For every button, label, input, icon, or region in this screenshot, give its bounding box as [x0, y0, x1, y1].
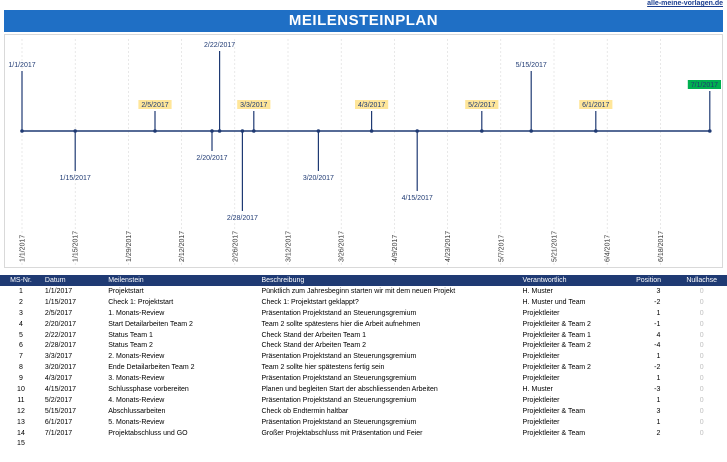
cell-nullachse: 0	[699, 309, 704, 317]
axis-tick-label: 6/4/2017	[604, 234, 612, 262]
cell-beschreibung: Team 2 sollte spätestens hier die Arbeit aufnehmen	[261, 320, 421, 328]
milestone-marker	[480, 129, 484, 133]
milestone-marker	[210, 129, 214, 133]
cell-meilenstein: Check 1: Projektstart	[108, 298, 174, 306]
milestone-label: 5/15/2017	[515, 62, 547, 69]
cell-beschreibung	[258, 438, 519, 449]
table-row	[0, 319, 727, 330]
cell-datum: 3/20/2017	[44, 364, 77, 372]
cell-nullachse: 0	[699, 364, 704, 372]
page-title: MEILENSTEINPLAN	[4, 10, 723, 32]
milestone-table	[0, 275, 727, 449]
cell-verantwortlich: H. Muster	[522, 385, 553, 393]
cell-meilenstein: Start Detailarbeiten Team 2	[108, 320, 193, 328]
table-header-row	[0, 275, 727, 286]
milestone-label: 5/2/2017	[468, 102, 496, 109]
table-body	[0, 286, 727, 449]
cell-beschreibung: Check Stand der Arbeiten Team 2	[261, 342, 366, 350]
cell-datum: 2/20/2017	[44, 320, 77, 328]
cell-datum: 7/1/2017	[44, 429, 73, 437]
cell-meilenstein: Abschlussarbeiten	[108, 407, 166, 415]
cell-beschreibung: Präsentation Projektstand an Steuerungsgremium	[261, 418, 417, 426]
cell-verantwortlich: Projektleiter	[522, 396, 560, 404]
cell-nullachse: 0	[699, 320, 704, 328]
milestone-label: 2/20/2017	[196, 155, 228, 162]
cell-nullachse: 0	[699, 331, 704, 339]
cell-position: 1	[656, 418, 661, 426]
cell-ms-nr: 2	[19, 298, 23, 306]
cell-ms-nr: 10	[17, 385, 25, 393]
cell-beschreibung: Pünktlich zum Jahresbeginn starten wir mit dem neuen Projekt	[261, 287, 456, 295]
cell-ms-nr: 13	[17, 418, 25, 426]
axis-tick-label: 3/12/2017	[285, 230, 293, 262]
axis-tick-label: 5/21/2017	[551, 230, 559, 262]
cell-position: 3	[656, 287, 661, 295]
cell-verantwortlich: Projektleiter	[522, 353, 560, 361]
cell-meilenstein: 5. Monats-Review	[108, 418, 165, 426]
cell-meilenstein: 4. Monats-Review	[108, 396, 165, 404]
milestone-marker	[529, 129, 533, 133]
cell-verantwortlich: H. Muster und Team	[522, 298, 586, 306]
milestone-label: 1/1/2017	[8, 62, 36, 69]
table-row	[0, 406, 727, 417]
cell-datum: 6/1/2017	[44, 418, 73, 426]
milestone-label: 7/1/2017	[690, 82, 719, 89]
cell-ms-nr: 12	[17, 407, 25, 415]
cell-verantwortlich: Projektleiter & Team 1	[522, 331, 591, 339]
cell-ms-nr: 14	[17, 429, 25, 437]
cell-ms-nr: 1	[19, 287, 23, 295]
milestone-label: 2/28/2017	[226, 215, 258, 222]
axis-tick-label: 5/7/2017	[498, 234, 506, 262]
cell-datum: 4/3/2017	[44, 375, 73, 383]
axis-tick-label: 1/15/2017	[72, 230, 80, 262]
table-row	[0, 286, 727, 297]
cell-datum: 1/15/2017	[44, 298, 77, 306]
header-position: Position	[621, 275, 677, 286]
cell-position: 2	[656, 429, 661, 437]
cell-beschreibung: Präsentation Projektstand an Steuerungsgremium	[261, 309, 417, 317]
cell-ms-nr: 9	[19, 375, 23, 383]
cell-meilenstein: Projektstart	[108, 287, 144, 295]
axis-tick-label: 6/18/2017	[657, 230, 665, 262]
table-row	[0, 351, 727, 362]
cell-position	[621, 438, 677, 449]
cell-verantwortlich	[520, 438, 621, 449]
milestone-label: 6/1/2017	[582, 102, 610, 109]
axis-tick-label: 4/9/2017	[391, 234, 399, 262]
milestone-marker	[241, 129, 245, 133]
milestone-marker	[153, 129, 157, 133]
cell-beschreibung: Großer Projektabschluss mit Präsentation und Feier	[261, 429, 423, 437]
cell-position: -3	[654, 385, 661, 393]
axis-tick-label: 2/12/2017	[179, 230, 187, 262]
cell-nullachse: 0	[699, 418, 704, 426]
milestone-marker	[73, 129, 77, 133]
cell-beschreibung: Präsentation Projektstand an Steuerungsgremium	[261, 396, 417, 404]
axis-tick-label: 1/1/2017	[19, 234, 27, 262]
cell-meilenstein: Schlussphase vorbereiten	[108, 385, 189, 393]
cell-verantwortlich: Projektleiter	[522, 418, 560, 426]
milestone-marker	[317, 129, 321, 133]
table-row	[0, 384, 727, 395]
table-row	[0, 438, 727, 449]
cell-datum: 5/15/2017	[44, 407, 77, 415]
cell-position: 1	[656, 309, 661, 317]
cell-ms-nr: 3	[19, 309, 23, 317]
milestone-marker	[20, 129, 24, 133]
table-row	[0, 395, 727, 406]
cell-ms-nr: 11	[17, 396, 25, 404]
cell-verantwortlich: H. Muster	[522, 287, 553, 295]
cell-nullachse: 0	[699, 407, 704, 415]
website-link[interactable]: alle-meine-vorlagen.de	[647, 0, 723, 7]
cell-verantwortlich: Projektleiter & Team	[522, 407, 586, 415]
milestone-label: 4/3/2017	[357, 102, 386, 109]
milestone-label: 4/15/2017	[401, 195, 433, 202]
milestone-marker	[594, 129, 598, 133]
cell-datum: 2/22/2017	[44, 331, 77, 339]
cell-nullachse: 0	[699, 429, 704, 437]
cell-meilenstein: 3. Monats-Review	[108, 375, 165, 383]
milestone-marker	[252, 129, 256, 133]
header-meilenstein: Meilenstein	[105, 275, 258, 286]
axis-tick-label: 2/26/2017	[232, 230, 240, 262]
table-row	[0, 428, 727, 439]
cell-position: 1	[656, 353, 661, 361]
cell-position: -4	[654, 342, 661, 350]
milestone-label: 2/5/2017	[141, 102, 169, 109]
cell-meilenstein: 2. Monats-Review	[108, 353, 165, 361]
header-verantwortlich: Verantwortlich	[520, 275, 621, 286]
cell-ms-nr: 5	[19, 331, 23, 339]
cell-ms-nr: 6	[19, 342, 23, 350]
cell-beschreibung: Team 2 sollte hier spätestens fertig sein	[261, 364, 385, 372]
cell-beschreibung: Präsentation Projektstand an Steuerungsgremium	[261, 353, 417, 361]
cell-datum: 5/2/2017	[44, 396, 73, 404]
cell-ms-nr: 7	[19, 353, 23, 361]
cell-nullachse: 0	[699, 396, 704, 404]
milestone-marker	[415, 129, 419, 133]
cell-nullachse: 0	[699, 298, 704, 306]
cell-verantwortlich: Projektleiter	[522, 309, 560, 317]
cell-verantwortlich: Projektleiter & Team 2	[522, 320, 591, 328]
cell-beschreibung: Check ob Endtermin haltbar	[261, 407, 349, 415]
table-row	[0, 330, 727, 341]
header-ms-nr: MS-Nr.	[0, 275, 42, 286]
cell-ms-nr: 15	[17, 440, 25, 448]
cell-position: -1	[654, 320, 661, 328]
milestone-marker	[370, 129, 374, 133]
table-row	[0, 308, 727, 319]
milestone-label: 2/22/2017	[204, 42, 236, 49]
cell-meilenstein: Ende Detailarbeiten Team 2	[108, 364, 195, 372]
cell-meilenstein: Status Team 1	[108, 331, 153, 339]
cell-position: -2	[654, 298, 661, 306]
cell-position: 1	[656, 375, 661, 383]
cell-position: 3	[656, 407, 661, 415]
cell-verantwortlich: Projektleiter & Team	[522, 429, 586, 437]
cell-meilenstein: Projektabschluss und GO	[108, 429, 188, 437]
cell-verantwortlich: Projektleiter	[522, 375, 560, 383]
cell-beschreibung: Check 1: Projektstart geklappt?	[261, 298, 359, 306]
cell-position: 1	[656, 396, 661, 404]
cell-datum: 3/3/2017	[44, 353, 73, 361]
milestone-label: 3/20/2017	[302, 175, 334, 182]
milestone-label: 1/15/2017	[59, 175, 91, 182]
header-beschreibung: Beschreibung	[258, 275, 519, 286]
cell-position: -2	[654, 364, 661, 372]
milestone-chart	[4, 34, 723, 268]
cell-beschreibung: Check Stand der Arbeiten Team 1	[261, 331, 366, 339]
cell-nullachse: 0	[699, 287, 704, 295]
cell-beschreibung: Präsentation Projektstand an Steuerungsgremium	[261, 375, 417, 383]
table-row	[0, 417, 727, 428]
table-row	[0, 373, 727, 384]
cell-datum: 4/15/2017	[44, 385, 77, 393]
cell-datum: 2/5/2017	[44, 309, 73, 317]
cell-meilenstein	[105, 438, 258, 449]
cell-datum: 2/28/2017	[44, 342, 77, 350]
cell-nullachse: 0	[699, 385, 704, 393]
milestone-marker	[218, 129, 222, 133]
table-row	[0, 340, 727, 351]
cell-nullachse: 0	[699, 375, 704, 383]
milestone-marker	[708, 129, 712, 133]
cell-datum: 1/1/2017	[44, 287, 73, 295]
header-datum: Datum	[42, 275, 105, 286]
milestone-label: 3/3/2017	[240, 102, 268, 109]
cell-verantwortlich: Projektleiter & Team 2	[522, 342, 591, 350]
cell-nullachse: 0	[699, 353, 704, 361]
cell-nullachse: 0	[699, 342, 704, 350]
cell-ms-nr: 4	[19, 320, 23, 328]
cell-beschreibung: Planen und begleiten Start der abschliessenden Arbeiten	[261, 385, 438, 393]
table-row	[0, 362, 727, 373]
cell-meilenstein: 1. Monats-Review	[108, 309, 165, 317]
cell-ms-nr: 8	[19, 364, 23, 372]
cell-verantwortlich: Projektleiter & Team 2	[522, 364, 591, 372]
cell-meilenstein: Status Team 2	[108, 342, 153, 350]
axis-tick-label: 4/23/2017	[445, 230, 453, 262]
milestone-chart-svg	[5, 35, 722, 267]
axis-tick-label: 3/26/2017	[338, 230, 346, 262]
header-nullachse: Nullachse	[676, 275, 727, 286]
axis-tick-label: 1/29/2017	[125, 230, 133, 262]
table-row	[0, 297, 727, 308]
cell-datum	[42, 438, 105, 449]
cell-nullachse	[676, 438, 727, 449]
cell-position: 4	[656, 331, 661, 339]
